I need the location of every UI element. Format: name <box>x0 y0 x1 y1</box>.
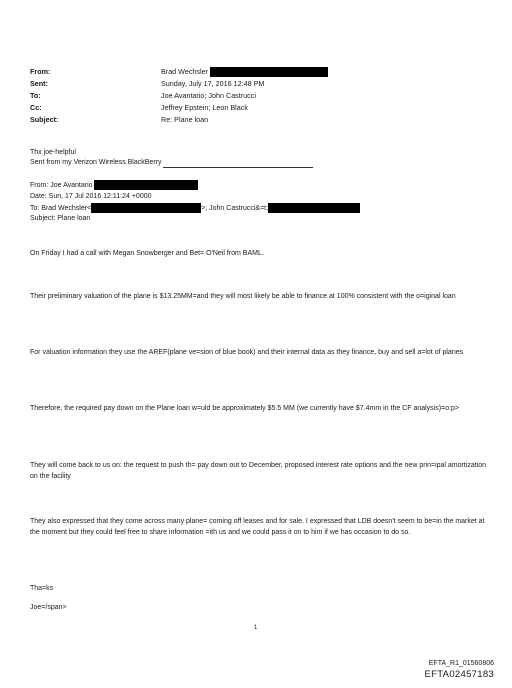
header-from-row <box>30 66 470 78</box>
from-label: From: <box>30 67 51 76</box>
bates-stamp-secondary: EFTA02457183 <box>424 669 494 680</box>
cc-label: Cc: <box>30 103 42 112</box>
redaction-box <box>268 203 360 213</box>
body-paragraph-2: Their preliminary valuation of the plane is $13.25MM=and they will most likely be able to finance at 100% consistent with the o=iginal loan <box>30 293 456 300</box>
reply-line-2: Sent from my Verizon Wireless BlackBerry <box>30 158 313 168</box>
header-to-row <box>30 90 470 102</box>
redaction-box <box>91 203 201 213</box>
header-cc-row <box>30 102 470 114</box>
sent-label: Sent: <box>30 79 48 88</box>
quoted-from: From: Joe Avantario <box>30 180 198 191</box>
reply-line-1: Thx joe-helpful <box>30 149 76 156</box>
quoted-date: Date: Sun, 17 Jul 2016 12:11:24 +0000 <box>30 193 152 200</box>
body-paragraph-3: For valuation information they use the AREF(plane ve=sion of blue book) and their internal data as they finance, buy and sell a=lot of planes <box>30 349 464 356</box>
page-number: 1 <box>254 625 258 631</box>
signoff-line: Joe=/span> <box>30 604 67 611</box>
bates-stamp-primary: EFTA_R1_01560806 <box>428 660 494 667</box>
from-value: Brad Wechsler <box>161 66 328 78</box>
body-paragraph-1: On Friday I had a call with Megan Snowberger and Bet= O'Neil from BAML. <box>30 250 264 257</box>
redaction-box <box>94 180 198 190</box>
header-subject-row <box>30 114 470 126</box>
to-label: To: <box>30 91 41 100</box>
subject-value: Re: Plane loan <box>161 115 209 124</box>
closing-line: Tha=ks <box>30 585 54 592</box>
body-paragraph-4: Therefore, the required pay down on the Plane loan w=uld be approximately $5.5 MM (we currently have $7.4mm in the CF analysis)=o:p> <box>30 405 459 412</box>
body-paragraph-5: They will come back to us on: the request to push th= pay down out to December, proposed interest rate options and the new prin=ipal amortization on the facility <box>30 462 487 480</box>
header-sent-row <box>30 78 470 90</box>
subject-label: Subject: <box>30 115 59 124</box>
redaction-box <box>210 67 328 77</box>
quoted-to: To: Brad Wechsler< >; John Castrucci&=t; <box>30 203 360 214</box>
quoted-subject: Subject: Plane loan <box>30 215 91 222</box>
sent-value: Sunday, July 17, 2016 12:48 PM <box>161 79 265 88</box>
signature-rule <box>163 159 313 168</box>
to-value: Joe Avantario; John Castrucci <box>161 91 256 100</box>
body-paragraph-6: They also expressed that they come across many plane= coming off leases and for sale. I expressed that LDB doesn't seem to be=in the market at the moment but they could feel free to share information =ith us and we could pass it on to him if we has occasion to do so. <box>30 518 485 536</box>
cc-value: Jeffrey Epstein; Leon Black <box>161 103 248 112</box>
